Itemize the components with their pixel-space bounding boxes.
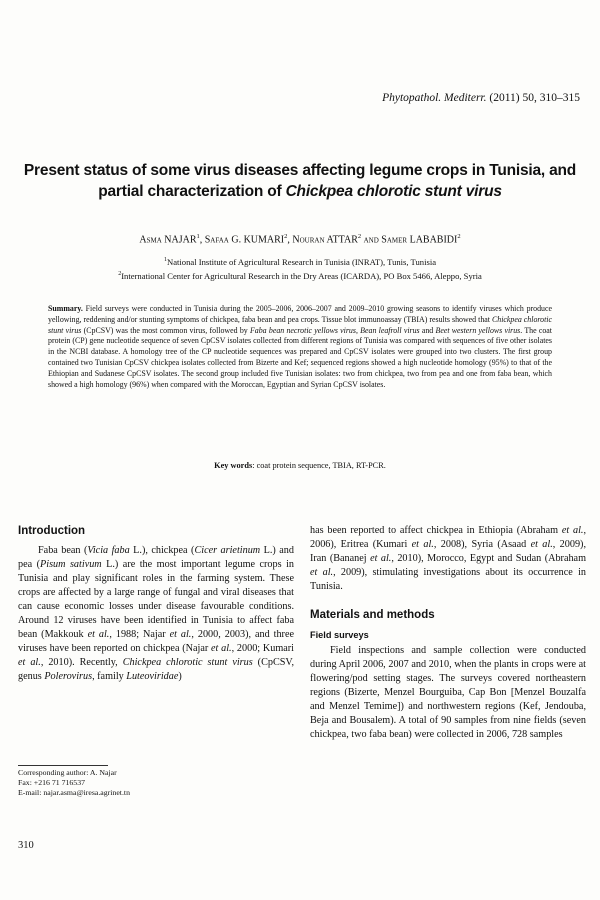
author-name: Samer LABABIDI (381, 234, 458, 246)
author-name: Safaa G. KUMARI (204, 234, 285, 246)
author-name: Nouran ATTAR (292, 234, 358, 246)
left-column (18, 524, 294, 684)
section-heading-methods: Materials and methods (310, 609, 435, 621)
journal-volume-pages: (2011) 50, 310–315 (486, 92, 580, 104)
subsection-heading-field-surveys: Field surveys (310, 630, 369, 640)
affiliation-marker: 2 (457, 233, 461, 240)
author-name: Asma NAJAR (139, 234, 197, 246)
affiliation-1: $^1$National Institute of Agricultural Research in Tunisia (INRAT), Tunis, Tunisia (163, 256, 437, 267)
abstract-label: Summary. (48, 304, 83, 313)
intro-paragraph-continued: has been reported to affect chickpea in Ethiopia (Abraham et al., 2006), Eritrea (Kumari et al., 2008), Syria (Asaad et al., 2009), Iran (Bananej et al., 2010), Morocco, Egypt and Sudan (Abraham et al., 2009), stimulating investigations about its occurrence in Tunisia. (310, 525, 587, 592)
keywords-text: : coat protein sequence, TBIA, RT-PCR. (252, 461, 386, 470)
footnote-divider (18, 765, 108, 766)
journal-name: Phytopathol. Mediterr. (382, 92, 487, 104)
footnote-email: E-mail: najar.asma@iresa.agrinet.tn (18, 788, 130, 797)
section-heading-introduction: Introduction (18, 525, 86, 537)
paper-title (20, 160, 580, 202)
title-text: Present status of some virus diseases affecting legume crops in Tunisia, and partial characterization of (23, 162, 577, 200)
page-number: 310 (18, 840, 34, 851)
keywords-label: Key words (214, 461, 253, 470)
affiliation-marker: 2 (284, 233, 288, 240)
affiliations (20, 254, 580, 282)
footnote-author: Corresponding author: A. Najar (18, 768, 117, 777)
footnote-fax: Fax: +216 71 716537 (18, 778, 85, 787)
corresponding-author-footnote (18, 768, 130, 798)
author-list: Asma NAJAR$^1$, Safaa G. KUMARI$^2$, Nouran ATTAR$^2$ and Samer LABABIDI$^2$ (139, 233, 461, 246)
affiliation-marker: 2 (357, 233, 362, 240)
right-column (310, 524, 586, 742)
journal-citation (382, 92, 580, 104)
keywords (20, 461, 580, 470)
methods-paragraph: Field inspections and sample collection were conducted during April 2006, 2007 and 2010, when the plants in crops were at flowering/pod setting stages. The surveys covered northeastern regions (Bizerte, Menzel Bourguiba, Cap Bon [Menzel Bouzalfa and Menzel Temime]) and northwestern regions (Kef, Jendouba, Beja and Bousalem). A total of 90 samples from nine fields (seven chickpea, two faba bean) were collected in 2006, 728 samples (310, 645, 586, 740)
title-virus-name: Chickpea chlorotic stunt virus (285, 183, 502, 200)
affiliation-2: $^2$International Center for Agricultural Research in the Dry Areas (ICARDA), PO Box 5466, Aleppo, Syria (118, 270, 482, 281)
abstract: Summary. Field surveys were conducted in Tunisia during the 2005–2006, 2006–2007 and 2009–2010 growing seasons to identify viruses which produce yellowing, reddening and/or stunting symptoms of chickpea, faba bean and pea crops. Tissue blot immunoassay (TBIA) results showed that Chickpea chlorotic stunt virus (CpCSV) was the most common virus, followed by Faba bean necrotic yellows virus, Bean leafroll virus and Beet western yellows virus. The coat protein (CP) gene nucleotide sequence of seven CpCSV isolates collected from different regions of Tunisia was compared with sequences of five other isolates in the NCBI database. A homology tree of the CP nucleotide sequences was prepared and CpCSV isolates were grouped into two clusters. The first group contained two Tunisian CpCSV chickpea isolates collected from Bizerte and Kef; sequenced regions showed a high nucleotide homology (95%) to that of the Ethiopian and Sudanese CpCSV isolates. The second group included five Tunisian isolates: two from chickpea, two from pea and one from faba bean, which showed a high homology (96%) when compared with the Moroccan, Egyptian and Syrian CpCSV isolates. (48, 304, 552, 389)
affiliation-marker: 1 (196, 233, 200, 240)
intro-paragraph: Faba bean (Vicia faba L.), chickpea (Cicer arietinum L.) and pea (Pisum sativum L.) are the most important legume crops in Tunisia and play significant roles in the farming system. These crops are affected by a large range of fungal and viral diseases that can cause economic losses under disease favourable conditions. Around 12 viruses have been identified in Tunisia to affect faba bean (Makkouk et al., 1988; Najar et al., 2000, 2003), and three viruses have been reported on chickpea (Najar et al., 2000; Kumari et al., 2010). Recently, Chickpea chlorotic stunt virus (CpCSV, genus Polerovirus, family Luteoviridae) (18, 545, 295, 682)
